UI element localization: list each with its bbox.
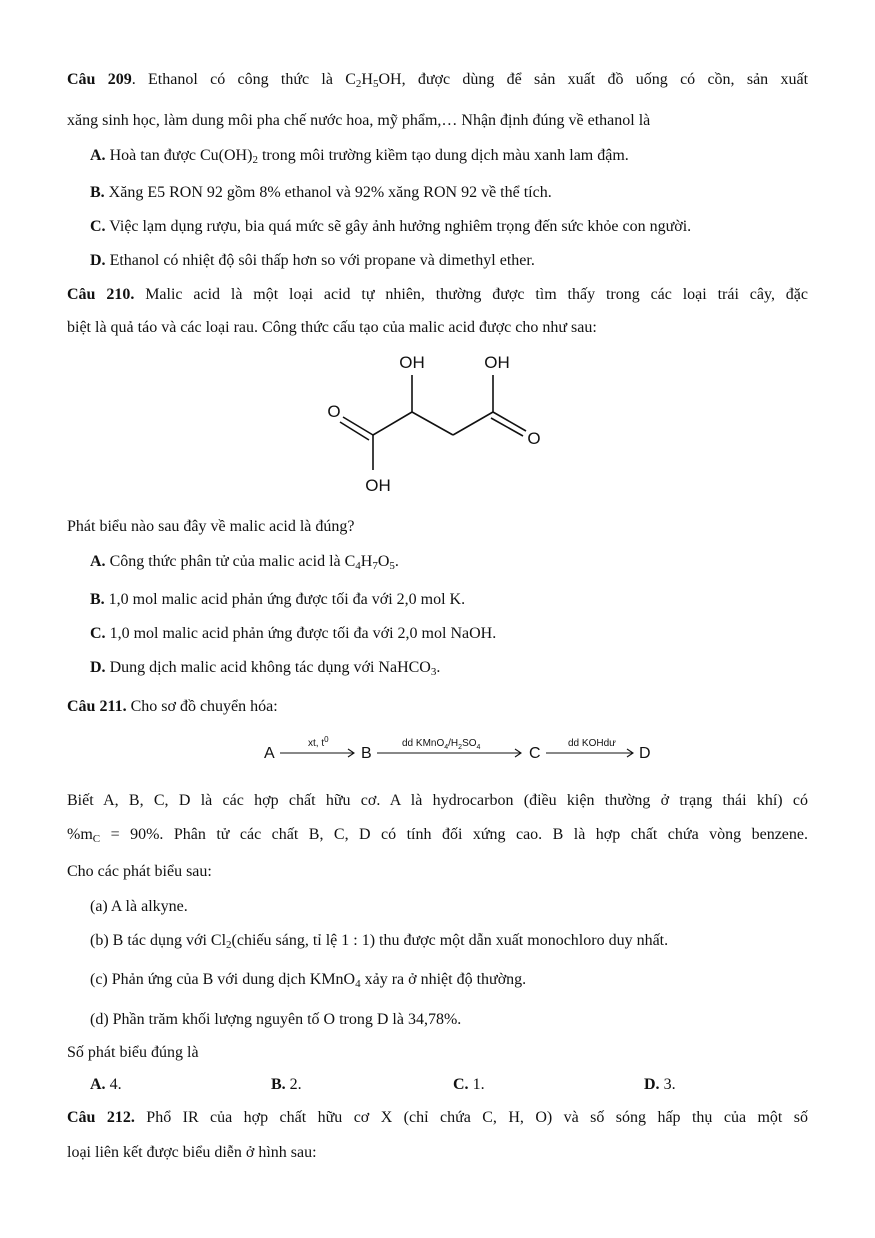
ethanol-formula: $C_2H_5OH$ [345, 71, 402, 90]
oh-bottom-label: OH [365, 476, 391, 495]
arrow2-condition: dd $KMnO_4/H_2SO_4$ [402, 738, 481, 751]
q212-stem-line2: loại liên kết được biểu diễn ở hình sau: [67, 1144, 317, 1161]
bond-c1-c2 [373, 412, 412, 435]
q211-number: Câu 211. [67, 698, 127, 715]
arrow3-condition: dd KOHdư [568, 738, 616, 749]
q211-statement-d: (d) Phần trăm khối lượng nguyên tố O trong D là 34,78%. [90, 1011, 462, 1028]
q210-option-b: B. 1,0 mol malic acid phản ứng được tối đa với 2,0 mol K. [90, 591, 466, 608]
arrow1-condition: xt, $t^0$ [308, 735, 329, 749]
q210-option-d: D. Dung dịch malic acid không tác dụng với NaHCO$_3$. [90, 659, 441, 678]
q211-para-line1: Biết A, B, C, D là các hợp chất hữu cơ. A là hydrocarbon (điều kiện thường ở trạng thái khí) có [67, 792, 808, 809]
q211-option-a: A. 4. [90, 1076, 122, 1093]
compound-d: D [639, 745, 651, 762]
q209-stem-line1: Câu 209. Ethanol có công thức là $C_2H_5OH$, được dùng để sản xuất đồ uống có cồn, sản xuất [67, 71, 809, 90]
q212-number: Câu 212. [67, 1109, 135, 1126]
q211-para-line2: $\%m_C = 90\%$. Phân tử các chất B, C, D có tính đối xứng cao. B là hợp chất chứa vòng benzene. [67, 826, 809, 845]
reaction-scheme [262, 732, 662, 766]
q210-option-c: C. 1,0 mol malic acid phản ứng được tối đa với 2,0 mol NaOH. [90, 625, 497, 642]
q210-option-a: A. Công thức phân tử của malic acid là $C_4H_7O_5$. [90, 553, 399, 572]
q210-number: Câu 210. [67, 286, 135, 303]
q211-statement-b: (b) B tác dụng với $Cl_2(chiếu$ sáng, tỉ lệ 1 : 1) thu được một dẫn xuất monochloro duy nhất. [90, 932, 669, 951]
o-right-label: O [527, 429, 541, 448]
q210-stem-line2: biệt là quả táo và các loại rau. Công thức cấu tạo của malic acid được cho như sau: [67, 319, 597, 336]
q209-stem-line2: xăng sinh học, làm dung môi pha chế nước hoa, mỹ phẩm,… Nhận định đúng về ethanol là [67, 112, 651, 129]
q211-option-b: B. 2. [271, 1076, 302, 1093]
q211-ask: Số phát biểu đúng là [67, 1044, 199, 1061]
q209-option-d: D. Ethanol có nhiệt độ sôi thấp hơn so với propane và dimethyl ether. [90, 252, 535, 269]
compound-b: B [361, 745, 372, 762]
oh-top-right-label: OH [484, 353, 510, 372]
q209-option-b: B. Xăng E5 RON 92 gồm 8% ethanol và 92% xăng RON 92 về thể tích. [90, 184, 552, 201]
q210-question: Phát biểu nào sau đây về malic acid là đúng? [67, 518, 355, 535]
carbon-percent: $\%m_C = 90\%$. [67, 826, 164, 845]
q211-para-line3: Cho các phát biểu sau: [67, 863, 212, 880]
q211-stem: Câu 211. Cho sơ đồ chuyển hóa: [67, 698, 278, 715]
o-left-label: O [327, 402, 341, 421]
q209-option-c: C. Việc lạm dụng rượu, bia quá mức sẽ gây ảnh hưởng nghiêm trọng đến sức khỏe con người. [90, 218, 692, 235]
q211-statement-c: (c) Phản ứng của B với dung dịch KMnO$_4$ xảy ra ở nhiệt độ thường. [90, 971, 527, 990]
compound-a: A [264, 745, 275, 762]
q209-option-a: A. Hoà tan được $Cu(OH)_2$ trong môi trường kiềm tạo dung dịch màu xanh lam đậm. [90, 147, 629, 166]
q209-number: Câu 209 [67, 71, 132, 88]
bond-c2-c3 [412, 412, 453, 435]
q210-stem-line1: Câu 210. Malic acid là một loại acid tự nhiên, thường được tìm thấy trong các loại trái cây, đặc [67, 286, 809, 303]
oh-top-left-label: OH [399, 353, 425, 372]
q211-option-d: D. 3. [644, 1076, 676, 1093]
q212-stem-line1: Câu 212. Phổ IR của hợp chất hữu cơ X (chỉ chứa C, H, O) và số sóng hấp thụ của một số [67, 1109, 809, 1126]
q211-option-c: C. 1. [453, 1076, 485, 1093]
bond-c3-c4 [453, 412, 493, 435]
malic-acid-structure [300, 345, 560, 500]
compound-c: C [529, 745, 541, 762]
q211-statement-a: (a) A là alkyne. [90, 898, 188, 915]
